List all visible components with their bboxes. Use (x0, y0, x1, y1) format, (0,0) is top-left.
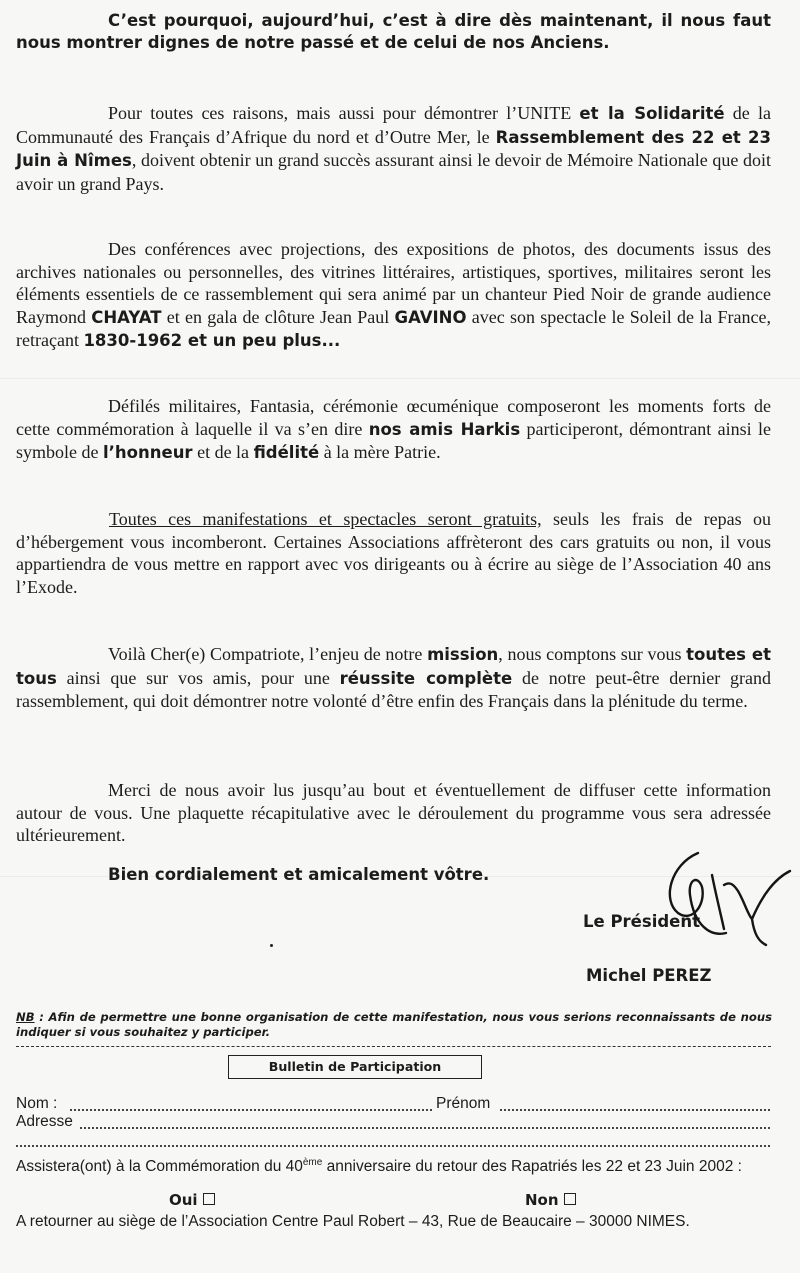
paragraph-merci: Merci de nous avoir lus jusqu’au bout et éventuellement de diffuser cette information autour de vous. Une plaquette récapitulative avec le déroulement du programme vous sera adressée ultérieurement. (16, 780, 771, 845)
handwritten-signature (640, 845, 800, 955)
non-option: Non (525, 1191, 576, 1209)
nom-label: Nom : (16, 1095, 58, 1112)
prenom-label: Prénom (436, 1095, 491, 1112)
assistera-text: Assistera(ont) à la Commémoration du 40ème anniversaire du retour des Rapatriés les 22 et 23 Juin 2002 : (16, 1157, 742, 1176)
paragraph-gratuits: Toutes ces manifestations et spectacles seront gratuits, seuls les frais de repas ou d’hébergement vous incomberont. Certaines Associations affrèteront des cars gratuits ou non, il vous appartiendra de vous mettre en rapport avec vos dirigeants ou à écrire au siège de l’Association 40 ans l’Exode. (16, 509, 771, 597)
non-checkbox[interactable] (564, 1193, 576, 1205)
cut-line (16, 1046, 771, 1047)
closing-salutation: Bien cordialement et amicalement vôtre. (108, 865, 490, 884)
prenom-field[interactable] (500, 1109, 770, 1111)
paragraph-conferences: Des conférences avec projections, des expositions de photos, des documents issus des archives nationales ou personnelles, des vitrines littéraires, artistiques, sportives, militaires seront les éléments essentiels de ce rassemblement qui sera animé par un chanteur Pied Noir de grande audience Raymond CHAYAT et en gala de clôture Jean Paul GAVINO avec son spectacle le Soleil de la France, retraçant 1830-1962 et un peu plus... (16, 239, 771, 350)
return-address: A retourner au siège de l’Association Centre Paul Robert – 43, Rue de Beaucaire – 30000 NIMES. (16, 1213, 690, 1230)
bulletin-title: Bulletin de Participation (228, 1055, 482, 1079)
oui-checkbox[interactable] (203, 1193, 215, 1205)
signer-title: Le Président (583, 912, 700, 931)
fold-line (0, 378, 800, 380)
paragraph-defiles: Défilés militaires, Fantasia, cérémonie œcuménique composeront les moments forts de cette commémoration à laquelle il va s’en dire nos amis Harkis participeront, démontrant ainsi le symbole de l’honneur et de la fidélité à la mère Patrie. (16, 396, 771, 462)
adresse-label: Adresse (16, 1113, 73, 1130)
nom-field[interactable] (70, 1109, 432, 1111)
paragraph-mission: Voilà Cher(e) Compatriote, l’enjeu de notre mission, nous comptons sur vous toutes et tous ainsi que sur vos amis, pour une réussite complète de notre peut-être dernier grand rassemblement, qui doit démontrer notre volonté d’être enfin des Français dans la plénitude du terme. (16, 644, 772, 711)
ink-dot (270, 944, 273, 947)
adresse-field[interactable] (80, 1127, 770, 1129)
signer-name: Michel PEREZ (586, 966, 712, 985)
paragraph-unite: Pour toutes ces raisons, mais aussi pour démontrer l’UNITE et la Solidarité de la Communauté des Français d’Afrique du nord et d’Outre Mer, le Rassemblement des 22 et 23 Juin à Nîmes, doivent obtenir un grand succès assurant ainsi le devoir de Mémoire Nationale que doit avoir un grand Pays. (16, 103, 771, 194)
nb-note: NB : Afin de permettre une bonne organisation de cette manifestation, nous vous serions reconnaissants de nous indiquer si vous souhaitez y participer. (16, 1010, 772, 1039)
oui-option: Oui (169, 1191, 215, 1209)
adresse-field-line2[interactable] (16, 1145, 770, 1147)
intro-paragraph: C’est pourquoi, aujourd’hui, c’est à dire dès maintenant, il nous faut nous montrer dignes de notre passé et de celui de nos Anciens. (16, 11, 771, 52)
